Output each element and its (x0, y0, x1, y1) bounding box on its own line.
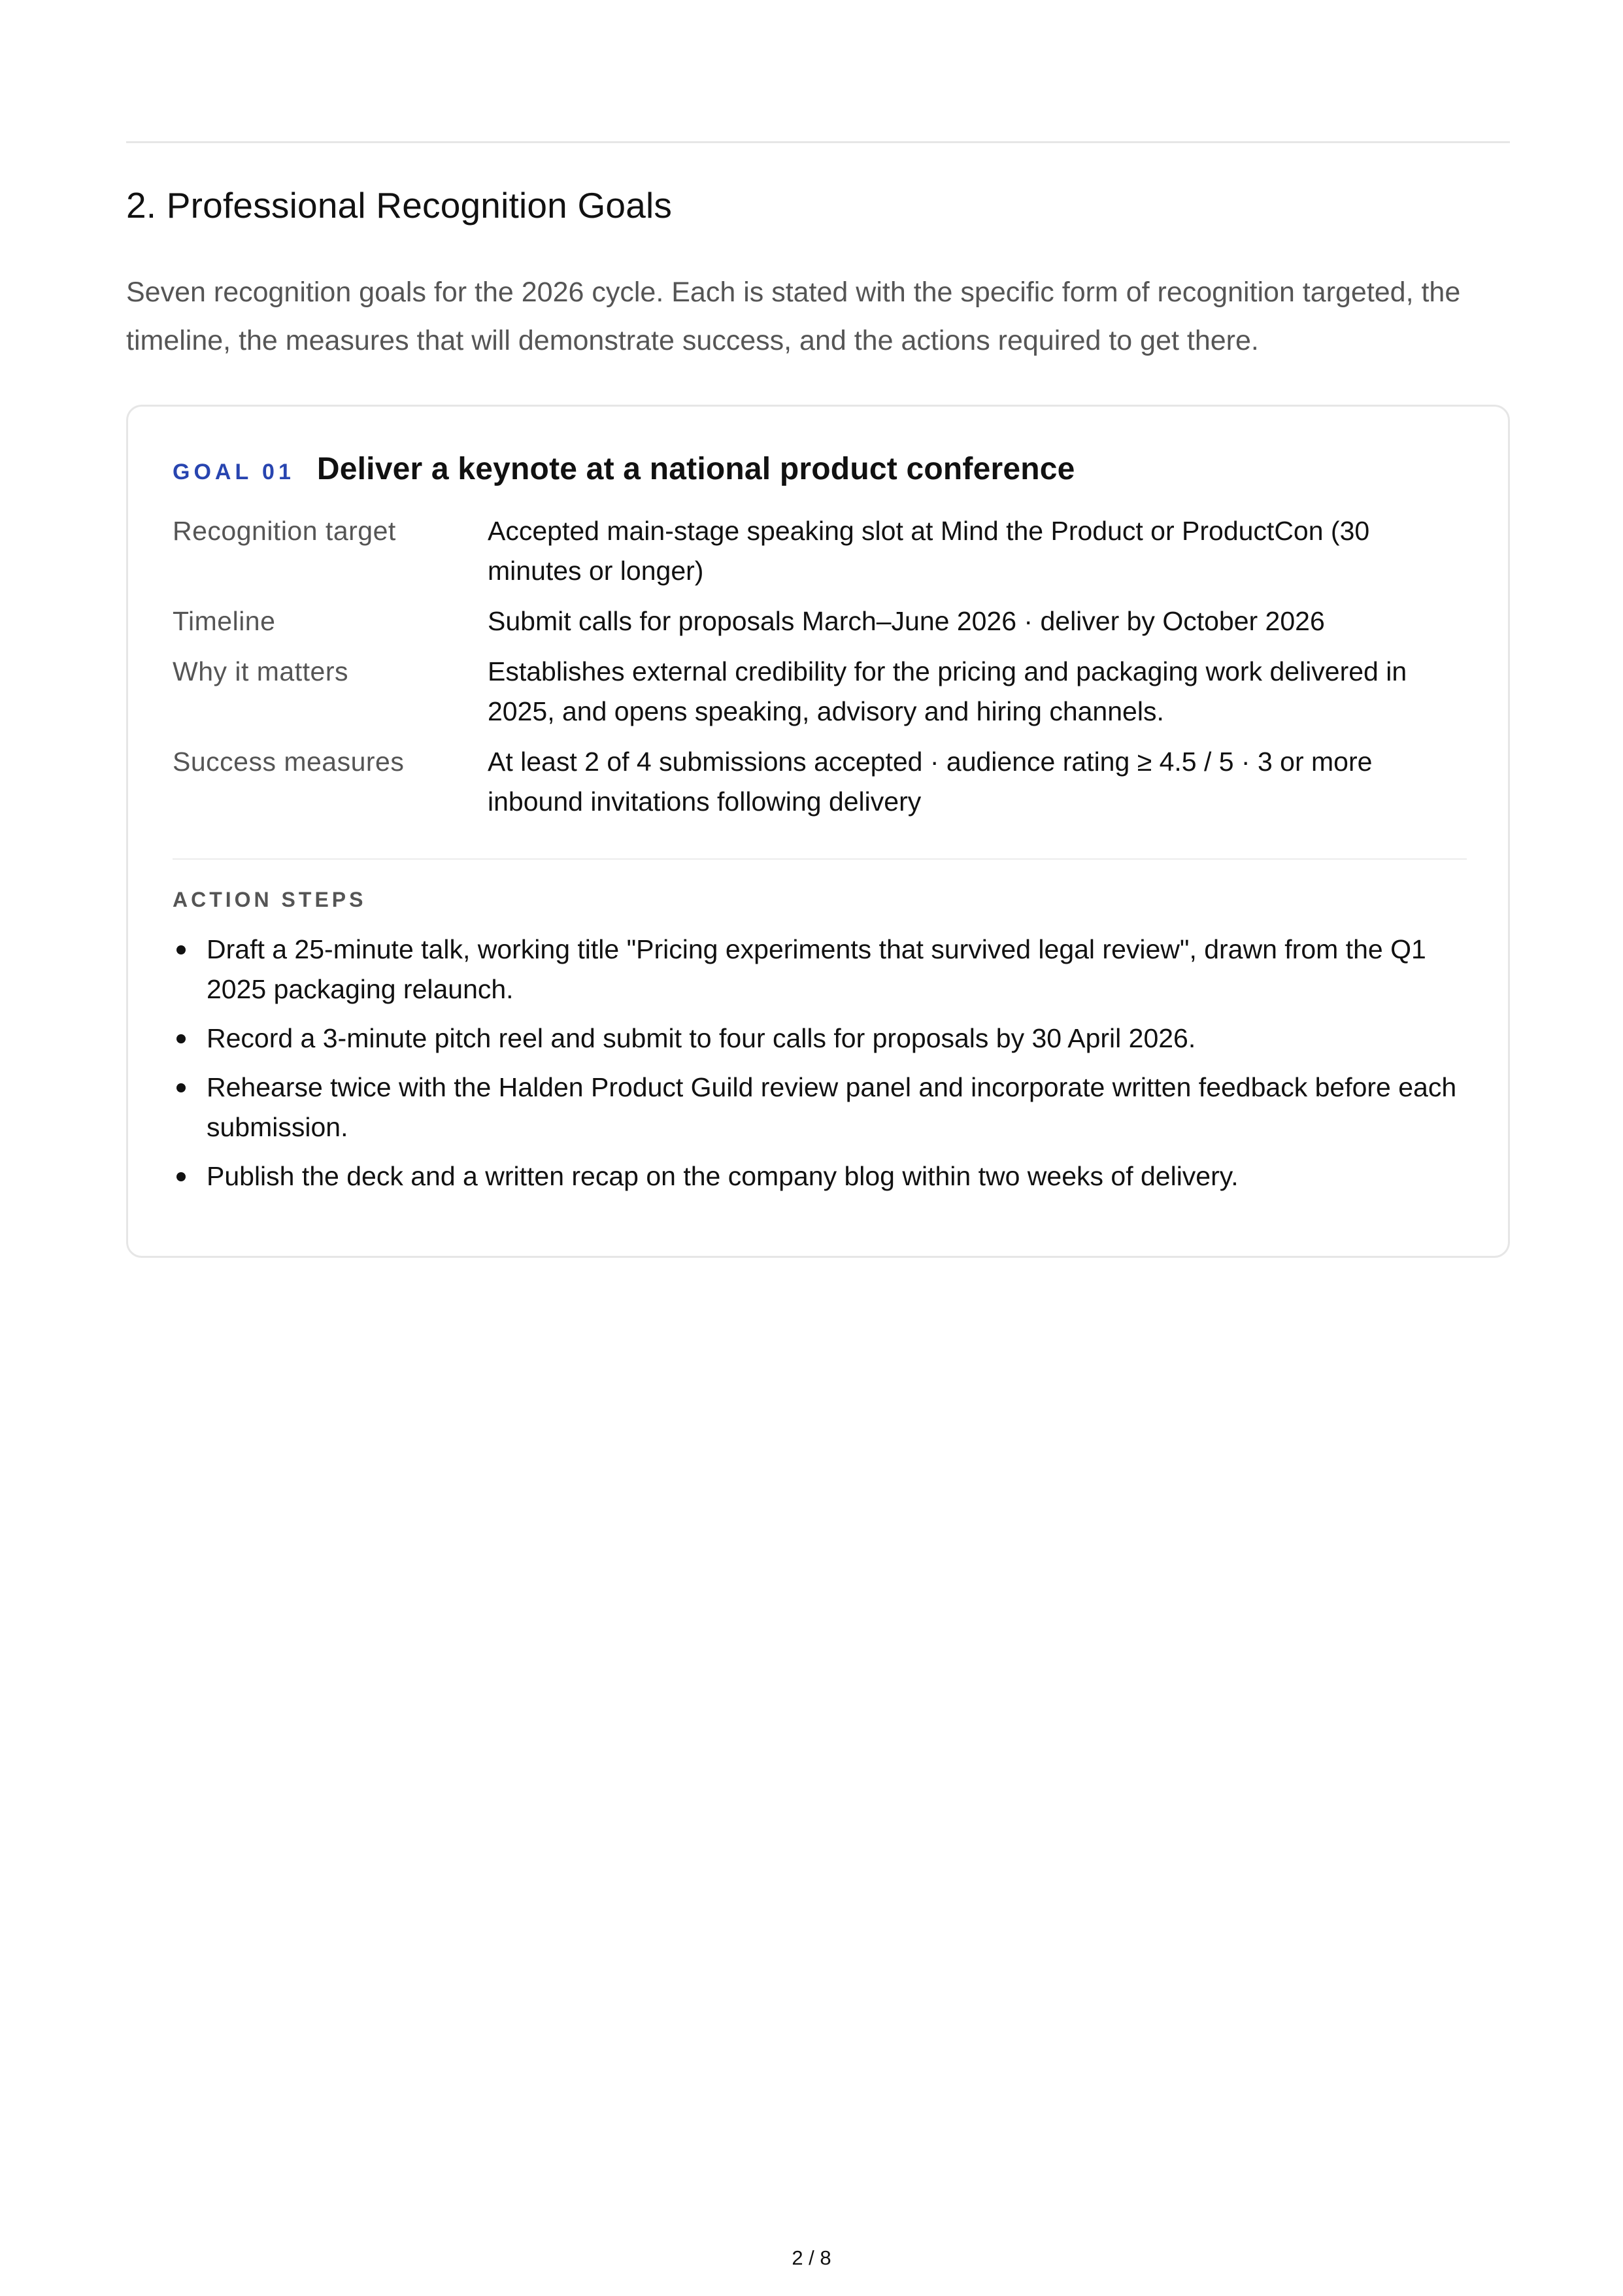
detail-row-success-measures (173, 742, 1467, 822)
section-intro: Seven recognition goals for the 2026 cycle. Each is stated with the specific form of recognition targeted, the timeline, the measures that will demonstrate success, and the actions required to get there. (126, 277, 1461, 356)
bullet-icon (176, 1172, 186, 1181)
action-step-text: Record a 3-minute pitch reel and submit to four calls for proposals by 30 April 2026. (207, 1023, 1196, 1053)
detail-value: Accepted main-stage speaking slot at Mind the Product or ProductCon (30 minutes or longer) (488, 516, 1370, 586)
detail-value: Establishes external credibility for the pricing and packaging work delivered in 2025, and opens speaking, advisory and hiring channels. (488, 656, 1407, 726)
goal-number: GOAL 01 (173, 460, 295, 484)
top-divider (126, 141, 1510, 143)
detail-label: Recognition target (173, 516, 396, 546)
action-step (173, 1019, 1467, 1058)
detail-value: Submit calls for proposals March–June 2026 · deliver by October 2026 (488, 606, 1325, 636)
detail-row-why-it-matters (173, 652, 1467, 732)
action-step-text: Publish the deck and a written recap on the company blog within two weeks of delivery. (207, 1161, 1239, 1191)
detail-label: Timeline (173, 606, 276, 636)
detail-row-timeline (173, 601, 1467, 641)
card-divider (173, 858, 1467, 860)
action-step (173, 1068, 1467, 1147)
section-title: 2. Professional Recognition Goals (126, 185, 673, 226)
bullet-icon (176, 945, 186, 954)
detail-row-recognition-target (173, 511, 1467, 591)
action-step-text: Rehearse twice with the Halden Product Guild review panel and incorporate written feedback before each submission. (207, 1072, 1457, 1142)
goal-card (126, 405, 1510, 1258)
detail-label: Why it matters (173, 656, 348, 686)
goal-title: Deliver a keynote at a national product conference (316, 452, 1075, 486)
detail-label: Success measures (173, 747, 405, 777)
bullet-icon (176, 1083, 186, 1092)
action-step (173, 1156, 1467, 1196)
action-steps-heading: ACTION STEPS (173, 888, 367, 911)
detail-value: At least 2 of 4 submissions accepted · audience rating ≥ 4.5 / 5 · 3 or more inbound invitations following delivery (488, 747, 1373, 817)
bullet-icon (176, 1034, 186, 1043)
page-number: 2 / 8 (792, 2246, 831, 2269)
action-step-text: Draft a 25-minute talk, working title "Pricing experiments that survived legal review", drawn from the Q1 2025 packaging relaunch. (207, 934, 1426, 1004)
goal-details (173, 511, 1467, 832)
action-steps-list (173, 930, 1467, 1206)
goal-header (173, 451, 1075, 497)
action-step (173, 930, 1467, 1009)
